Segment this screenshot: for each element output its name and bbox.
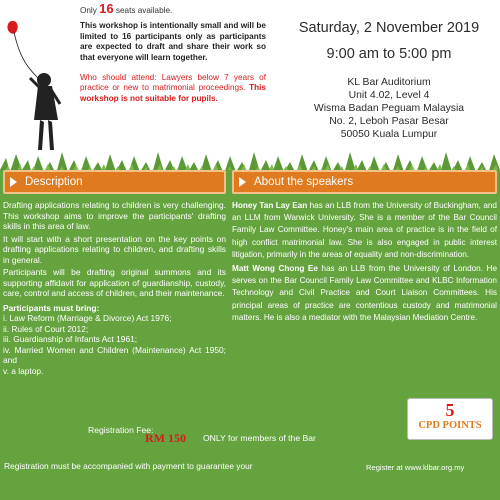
triangle-bullet-icon [239, 177, 246, 187]
seats-prefix: Only [80, 6, 97, 15]
description-header [3, 170, 226, 194]
speaker-name: Honey Tan Lay Ean [232, 201, 308, 210]
venue-line: No. 2, Leboh Pasar Besar [329, 116, 449, 127]
cpd-points-badge [407, 398, 493, 440]
description-title: Description [25, 176, 83, 188]
main-content [0, 170, 500, 500]
registration-fee [0, 423, 410, 445]
speaker-bio [232, 200, 497, 261]
seats-suffix: seats available. [115, 6, 173, 15]
attend-lead: Who should attend: Lawyers below 7 years of practice or new to matrimonial proceedings. [80, 73, 266, 93]
venue-line: 50050 Kuala Lumpur [340, 129, 438, 140]
who-should-attend [80, 73, 266, 104]
cpd-number: 5 [445, 400, 455, 420]
must-bring-item: ii. Rules of Court 2012; [3, 323, 89, 334]
speakers-header [232, 170, 497, 194]
event-venue [282, 76, 496, 141]
event-time: 9:00 am to 5:00 pm [326, 46, 452, 62]
must-bring-item: iv. Married Women and Children (Maintenance) Act 1950; and [3, 344, 226, 365]
speaker-bio [232, 263, 497, 324]
cpd-label: CPD POINTS [418, 420, 482, 431]
must-bring-item: i. Law Reform (Marriage & Divorce) Act 1976; [3, 313, 172, 323]
event-date: Saturday, 2 November 2019 [298, 20, 480, 36]
fee-note: ONLY for members of the Bar [203, 433, 316, 443]
speakers-title: About the speakers [254, 176, 354, 188]
event-details [282, 0, 496, 141]
description-paragraph: Drafting applications relating to children is very challenging. This workshop aims to improve the participants' drafting skills in this area of law. [3, 200, 226, 231]
register-link[interactable]: Register at www.klbar.org.my [366, 463, 465, 472]
speaker-bio-text: has an LLB from the University of Buckingham, and an LLM from Warwick University. She is a member of the Bar Council Family Law Committee. Honey's main area of practice is in the field of high conflict matrimonial law. She is also engaged in public interest litigation, primarily in the areas of equality and non-discrimination. [232, 201, 497, 259]
seats-count: 16 [99, 1, 114, 16]
workshop-notes [80, 1, 266, 104]
speakers-body [232, 200, 497, 324]
venue-line: KL Bar Auditorium [347, 77, 431, 88]
venue-line: Unit 4.02, Level 4 [348, 90, 430, 101]
seats-available [80, 1, 266, 16]
fee-amount: RM 150 [145, 431, 186, 445]
speaker-bio-text: has an LLB from the University of London. He serves on the Bar Council Family Law Committee and KLBC Information Technology and Civil Practice and Court Liaison Committees. His principal areas of practice are contentious custody and matrimonial matters. He is also a mediator with the Malaysian Mediation Centre. [232, 264, 497, 322]
must-bring-item: iii. Guardianship of Infants Act 1961; [3, 334, 138, 344]
speaker-name: Matt Wong Chong Ee [232, 264, 318, 274]
description-body [3, 200, 226, 376]
speakers-column [232, 170, 497, 326]
description-column [3, 170, 226, 376]
must-bring-title: Participants must bring: [3, 302, 100, 313]
description-paragraph: Participants will be drafting original summons and its supporting affidavit for application of guardianship, custody, care, control and access of children, and their maintenance. [3, 267, 226, 298]
attend-note: This workshop is not suitable for pupils. [80, 83, 266, 103]
registration-note: Registration must be accompanied with payment to guarantee your [4, 461, 253, 471]
girl-with-balloon-illustration [0, 0, 76, 168]
triangle-bullet-icon [10, 177, 17, 187]
workshop-intro: This workshop is intentionally small and will be limited to 16 participants only as participants are expected to draft and share their work so that everyone will learn together. [80, 21, 266, 62]
description-paragraph: It will start with a short presentation on the key points on drafting applications relating to children, and drafting skills in general. [3, 233, 226, 265]
fee-label: Registration Fee: [88, 425, 154, 435]
must-bring-item: v. a laptop. [3, 365, 44, 376]
venue-line: Wisma Badan Peguam Malaysia [313, 103, 465, 114]
